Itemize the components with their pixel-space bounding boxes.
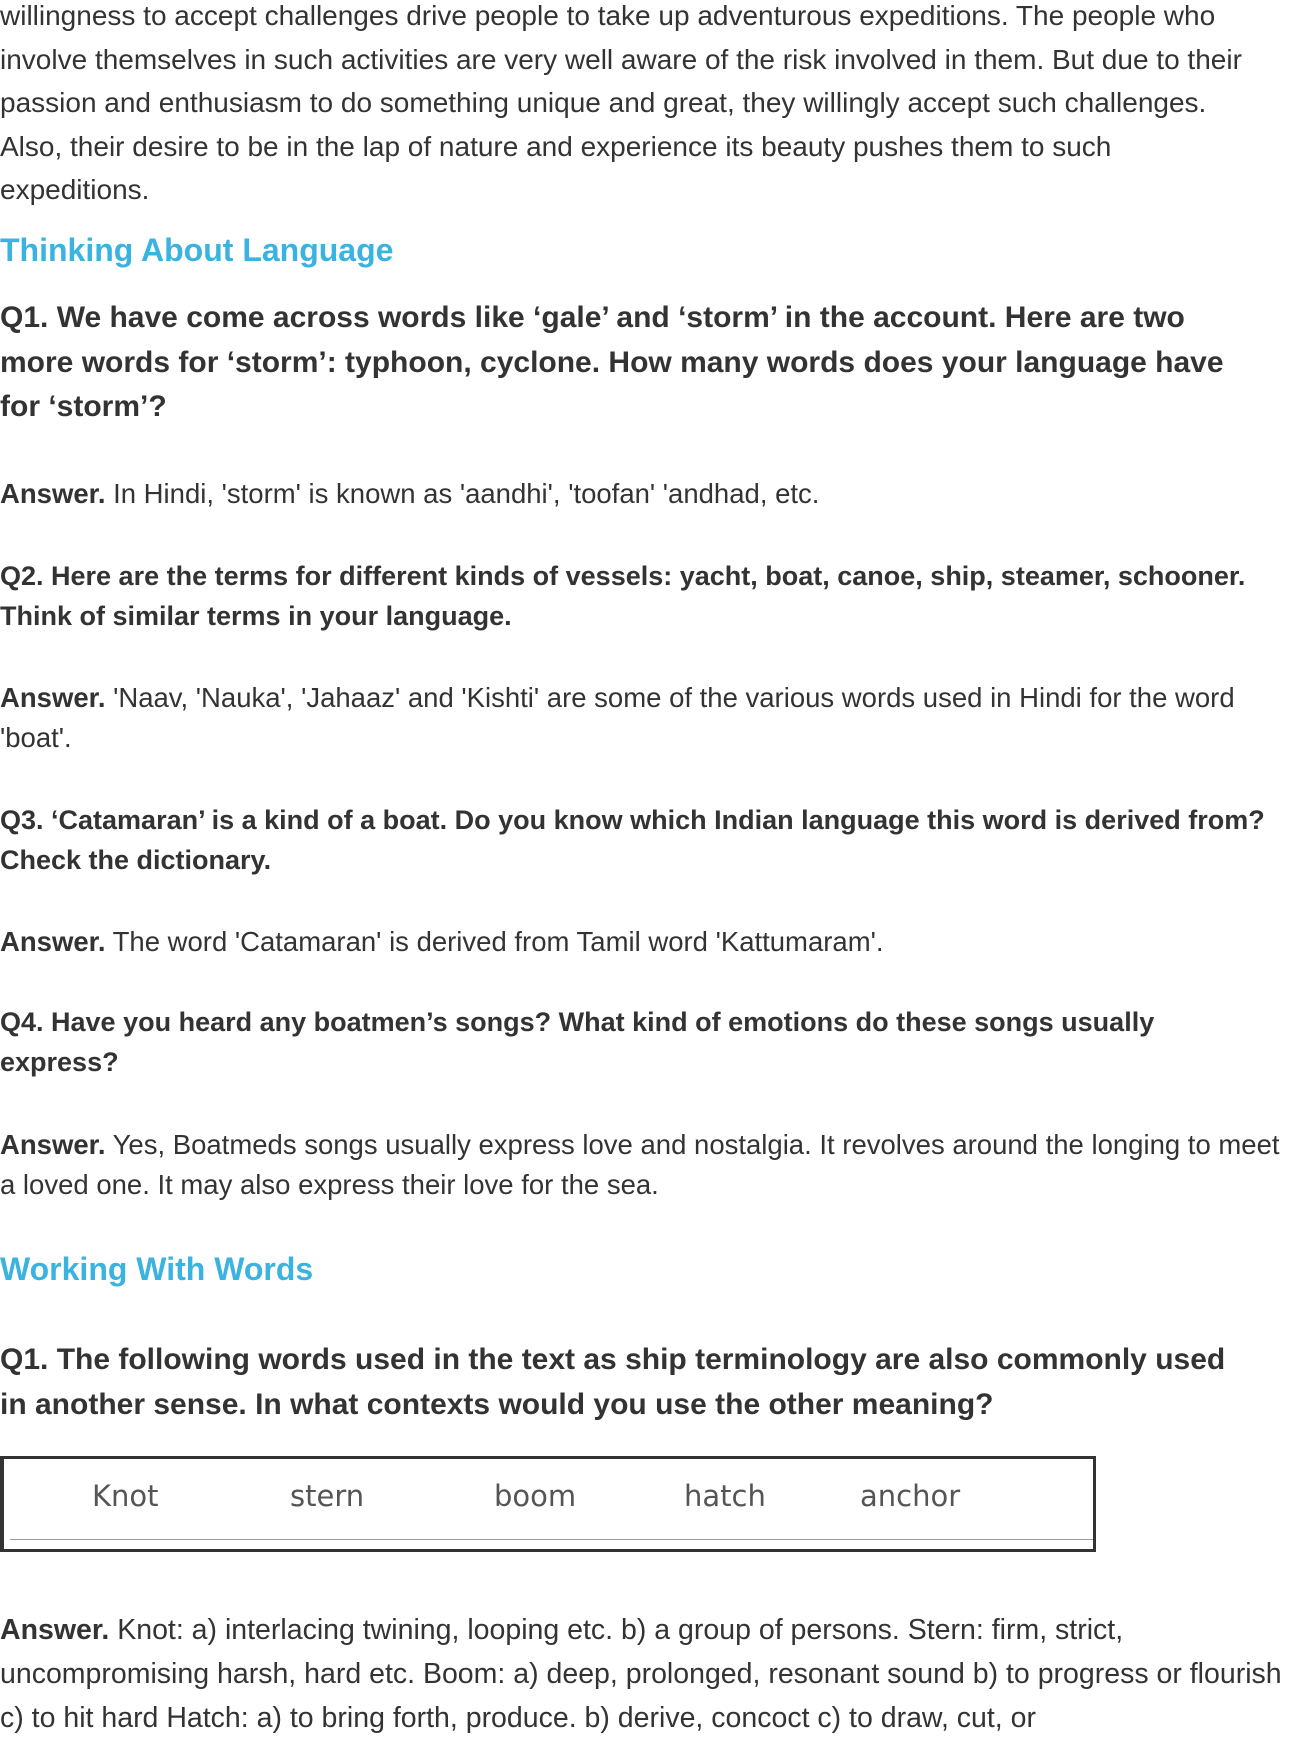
answer-4 bbox=[0, 1125, 1289, 1205]
answer-3 bbox=[0, 922, 1289, 962]
answer-text: 'Naav, 'Nauka', 'Jahaaz' and 'Kishti' are some of the various words used in Hindi for the word 'boat'. bbox=[0, 682, 1235, 753]
question-1: Q1. We have come across words like ‘gale’ and ‘storm’ in the account. Here are two more words for ‘storm’: typhoon, cyclone. How many words does your language have for ‘storm’? bbox=[0, 301, 1224, 423]
answer-text: Knot: a) interlacing twining, looping etc. b) a group of persons. Stern: firm, strict, uncompromising harsh, hard etc. Boom: a) deep, prolonged, resonant sound b) to progress or flourish c) to hit hard Hatch: a) to bring forth, produce. b) derive, concoct c) to draw, cut, or bbox=[0, 1614, 1282, 1734]
answer-text: Yes, Boatmeds songs usually express love and nostalgia. It revolves around the longing to meet a loved one. It may also express their love for the sea. bbox=[0, 1129, 1280, 1200]
word-knot: Knot bbox=[92, 1479, 159, 1513]
answer-label: Answer. bbox=[0, 926, 106, 957]
answer-text: In Hindi, 'storm' is known as 'aandhi', 'toofan' 'andhad, etc. bbox=[105, 478, 820, 509]
section-heading-thinking-about-language: Thinking About Language bbox=[0, 232, 394, 268]
question-2: Q2. Here are the terms for different kinds of vessels: yacht, boat, canoe, ship, steamer, schooner. Think of similar terms in your language. bbox=[0, 561, 1246, 631]
intro-paragraph: willingness to accept challenges drive people to take up adventurous expeditions. The people who involve themselves in such activities are very well aware of the risk involved in them. But due to their passion and enthusiasm to do something unique and great, they willingly accept such challenges. Also, their desire to be in the lap of nature and experience its beauty pushes them to such expeditions. bbox=[0, 0, 1242, 205]
answer-label: Answer. bbox=[0, 478, 106, 509]
answer-label: Answer. bbox=[0, 1129, 106, 1160]
question-4: Q4. Have you heard any boatmen’s songs? What kind of emotions do these songs usually express? bbox=[0, 1007, 1155, 1077]
word-hatch: hatch bbox=[684, 1479, 766, 1513]
answer-1 bbox=[0, 474, 1289, 514]
table-divider bbox=[10, 1539, 1093, 1540]
question-3: Q3. ‘Catamaran’ is a kind of a boat. Do you know which Indian language this word is derived from? Check the dictionary. bbox=[0, 805, 1265, 875]
word-list-box bbox=[0, 1456, 1096, 1552]
answer-text: The word 'Catamaran' is derived from Tamil word 'Kattumaram'. bbox=[105, 926, 884, 957]
word-stern: stern bbox=[290, 1479, 365, 1513]
answer-label: Answer. bbox=[0, 1614, 110, 1646]
answer-label: Answer. bbox=[0, 682, 106, 713]
question-ww-1: Q1. The following words used in the text as ship terminology are also commonly used in another sense. In what contexts would you use the other meaning? bbox=[0, 1343, 1226, 1421]
answer-ww-1 bbox=[0, 1608, 1289, 1740]
word-anchor: anchor bbox=[860, 1479, 961, 1513]
section-heading-working-with-words: Working With Words bbox=[0, 1251, 314, 1287]
answer-2 bbox=[0, 678, 1289, 758]
word-boom: boom bbox=[494, 1479, 577, 1513]
